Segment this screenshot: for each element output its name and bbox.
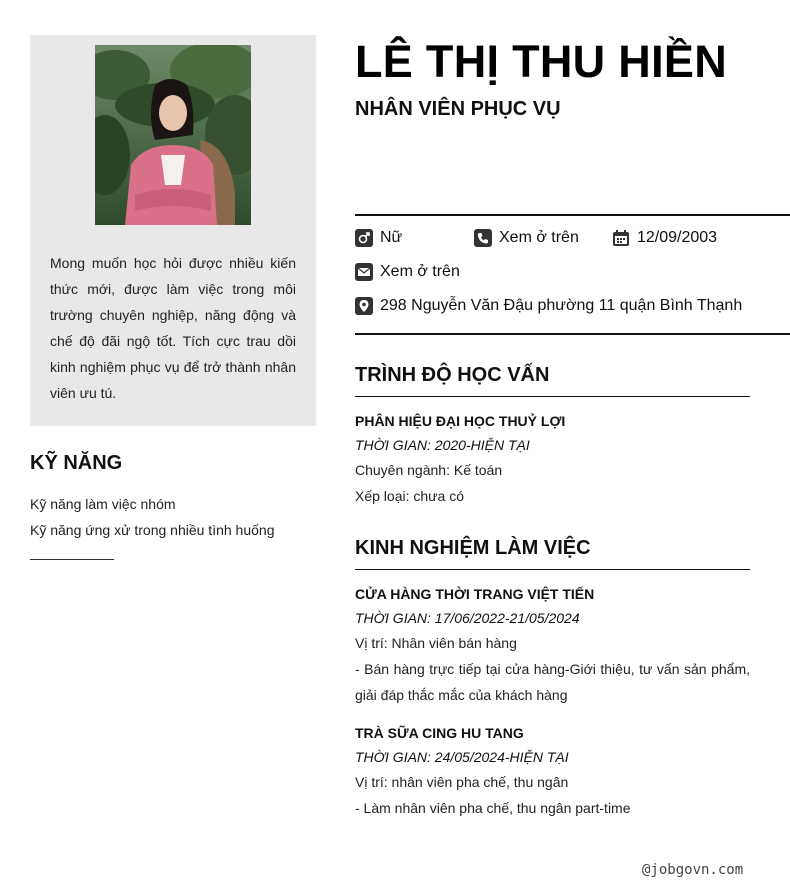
candidate-name: LÊ THỊ THU HIỀN — [355, 36, 727, 87]
job-title: NHÂN VIÊN PHỤC VỤ — [355, 98, 561, 120]
skills-divider — [30, 559, 114, 560]
skill-item: Kỹ năng ứng xử trong nhiều tình huống — [30, 522, 275, 538]
job-description: - Bán hàng trực tiếp tại cửa hàng-Giới thiệu, tư vấn sản phẩm, giải đáp thắc mắc của khách hàng — [355, 661, 750, 703]
experience-heading: KINH NGHIỆM LÀM VIỆC — [355, 537, 591, 559]
education-major: Chuyên ngành: Kế toán — [355, 462, 503, 478]
contact-birthday — [612, 229, 717, 247]
experience-divider — [355, 569, 750, 570]
watermark: @jobgovn.com — [642, 862, 744, 878]
job-position: Vị trí: Nhân viên bán hàng — [355, 635, 517, 651]
profile-panel — [30, 35, 316, 426]
contact-phone — [474, 229, 579, 247]
skills-list — [30, 491, 274, 543]
email-value: Xem ở trên — [380, 263, 460, 280]
job-company: TRÀ SỮA CING HU TANG — [355, 725, 524, 741]
education-time: THỜI GIAN: 2020-HIỆN TẠI — [355, 437, 530, 453]
gender-icon — [355, 229, 373, 247]
calendar-icon — [612, 229, 630, 247]
contact-top-divider — [355, 214, 790, 216]
education-school: PHÂN HIỆU ĐẠI HỌC THUỶ LỢI — [355, 413, 566, 429]
address-value: 298 Nguyễn Văn Đậu phường 11 quận Bình Thạnh — [380, 297, 743, 314]
career-objective: Mong muốn học hỏi được nhiều kiến thức mới, được làm việc trong môi trường chuyên nghiệp, năng động và chế độ đãi ngộ tốt. Tích cực trau dồi kinh nghiệm phục vụ để trở thành nhân viên ưu tú. — [50, 255, 296, 401]
skills-heading: KỸ NĂNG — [30, 452, 123, 474]
email-icon — [355, 263, 373, 281]
phone-value: Xem ở trên — [499, 229, 579, 246]
location-icon — [355, 297, 373, 315]
education-rank: Xếp loại: chưa có — [355, 488, 464, 504]
job-time: THỜI GIAN: 24/05/2024-HIỆN TẠI — [355, 749, 569, 765]
job-position: Vị trí: nhân viên pha chế, thu ngân — [355, 774, 569, 790]
education-heading: TRÌNH ĐỘ HỌC VẤN — [355, 364, 550, 386]
education-divider — [355, 396, 750, 397]
job-company: CỬA HÀNG THỜI TRANG VIỆT TIẾN — [355, 586, 595, 602]
birthday-value: 12/09/2003 — [637, 229, 718, 246]
phone-icon — [474, 229, 492, 247]
contact-gender — [355, 229, 402, 247]
contact-bottom-divider — [355, 333, 790, 335]
contact-address — [355, 297, 742, 315]
profile-photo — [95, 45, 251, 225]
skill-item: Kỹ năng làm việc nhóm — [30, 496, 176, 512]
contact-email — [355, 263, 460, 281]
job-description: - Làm nhân viên pha chế, thu ngân part-time — [355, 800, 631, 816]
gender-value: Nữ — [380, 229, 403, 246]
job-time: THỜI GIAN: 17/06/2022-21/05/2024 — [355, 610, 580, 626]
